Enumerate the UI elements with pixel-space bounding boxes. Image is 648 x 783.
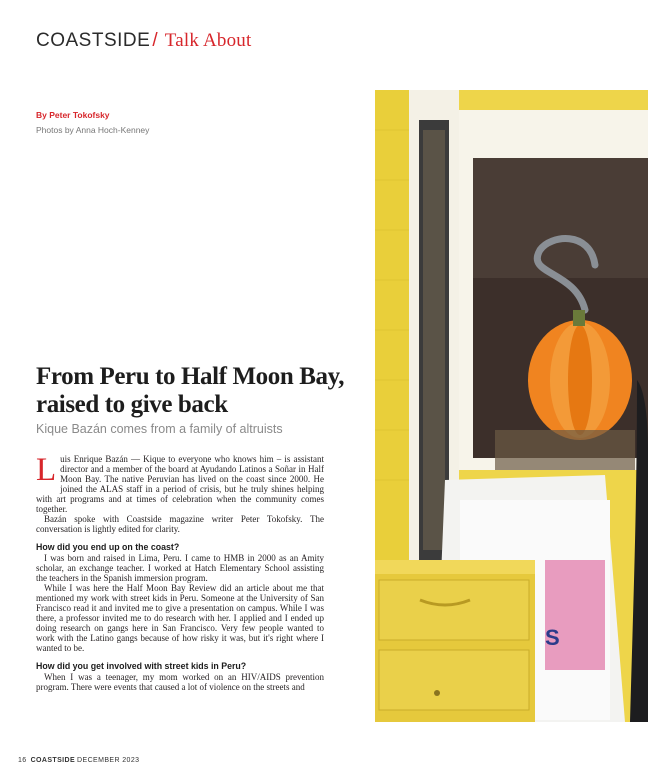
article-paragraph: While I was here the Half Moon Bay Review did an article about me that mentioned my work with street kids in Peru. Someone at the University of San Francisco read it and invited me to give a presentation on campus. While I was there, a professor invited me to do research with her. I applied and I ended up doing research on gangs here in San Francisco. Very few people wanted to work with the Latino gangs because of how risky it was, but it's right where I wanted to be. [36, 583, 324, 653]
header-separator: / [152, 30, 158, 51]
question-heading: How did you get involved with street kids in Peru? [36, 661, 247, 671]
article-intro [36, 454, 324, 514]
question-heading: How did you end up on the coast? [36, 542, 180, 552]
intro-text: uis Enrique Bazán — Kique to everyone who knows him – is assistant director and a member of the board at Ayudando Latinos a Soñar in Half Moon Bay. The native Peruvian has lived on the coast since 2000. He joined the ALAS staff in a period of crisis, but he truly shines helping with art programs and at times of celebration when the community comes together. [36, 454, 324, 514]
article-paragraph: Bazán spoke with Coastside magazine writer Peter Tokofsky. The conversation is lightly edited for clarity. [36, 514, 324, 534]
section-name: Talk About [164, 30, 252, 51]
page-footer [18, 757, 139, 764]
magazine-brand: COASTSIDE [36, 30, 151, 51]
byline-author: By Peter Tokofsky [36, 110, 110, 120]
article-body [36, 454, 324, 692]
article-paragraph: When I was a teenager, my mom worked on an HIV/AIDS prevention program. There were events that caused a lot of violence on the streets and [36, 672, 324, 692]
svg-text:S: S [545, 625, 560, 650]
byline [36, 110, 149, 135]
feature-photo [375, 90, 648, 722]
page-number: 16 [18, 757, 27, 764]
footer-magazine: COASTSIDE [30, 757, 76, 764]
photo-credit: Photos by Anna Hoch-Kenney [36, 125, 150, 135]
drop-cap: L [36, 452, 57, 488]
article-paragraph: I was born and raised in Lima, Peru. I came to HMB in 2000 as an Amity scholar, an exchange teacher. I worked at Hatch Elementary School assisting the teachers in the Spanish immersion program. [36, 553, 324, 583]
footer-issue: DECEMBER 2023 [77, 757, 140, 764]
article-deck: Kique Bazán comes from a family of altruists [36, 422, 283, 436]
section-header [36, 30, 251, 52]
feature-photo-illustration [375, 90, 648, 722]
article-title: From Peru to Half Moon Bay, raised to give back [36, 363, 345, 418]
